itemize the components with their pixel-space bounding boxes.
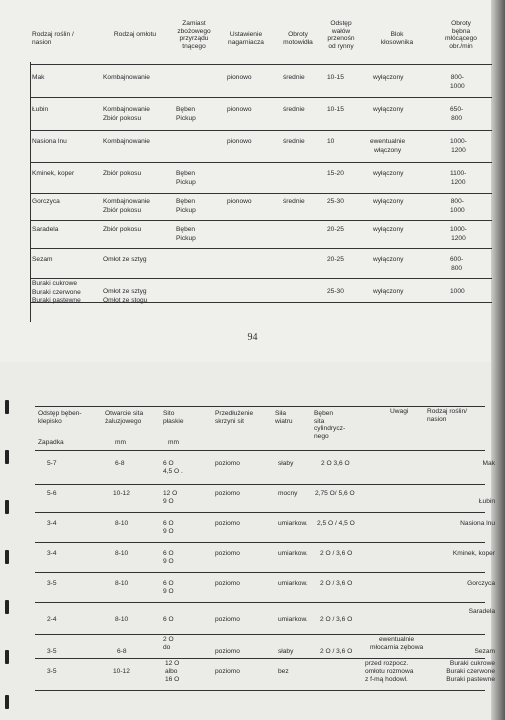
- cell-drum: 2 O / 3,6 O: [320, 580, 353, 587]
- cell-plant: Gorczyca: [32, 198, 60, 205]
- cell-block: wyłączony: [373, 74, 404, 81]
- divider: [35, 658, 485, 659]
- cell-reel-speed: średnie: [283, 74, 305, 81]
- cell-flat-sieve: 12 O albo 16 O: [165, 660, 180, 684]
- cell-louver: 6-8: [115, 460, 125, 467]
- cell-drum-speed: 600- 800: [450, 256, 464, 272]
- cell-drum-speed: 800- 1000: [450, 198, 465, 214]
- cell-gap: 5-7: [47, 460, 57, 467]
- cell-plant: Sezam: [32, 256, 53, 263]
- cell-gap: 3-5: [47, 648, 57, 655]
- cell-extension: poziomo: [215, 580, 240, 587]
- cell-plant: Łubin: [478, 498, 495, 505]
- cell-plant: Mak: [482, 460, 495, 467]
- binder-hole: [5, 450, 9, 464]
- header-cell: Odstęp wałów przenośn od rynny: [327, 20, 355, 50]
- cell-plant: Mak: [32, 74, 45, 81]
- divider: [30, 64, 492, 65]
- cell-drum: 2 O / 3,6 O: [320, 550, 353, 557]
- header-cell: Rodzaj omłotu: [113, 31, 157, 38]
- cell-flat-sieve: 6 O: [163, 616, 174, 623]
- cell-wind: bez: [278, 668, 289, 675]
- cell-flat-sieve: 6 O 9 O: [163, 580, 174, 596]
- cell-threshing: Omłot ze sztyg Omłot ze stogu: [103, 288, 148, 304]
- header-cell: Obroty motowidła: [283, 31, 313, 46]
- cell-louver: 8-10: [115, 580, 129, 587]
- cell-plant: Łubin: [32, 106, 49, 113]
- cell-cutter: Bęben Pickup: [176, 226, 196, 242]
- header-cell: Zamiast zbożowego przyrządu tnącego: [177, 20, 211, 50]
- header-cell: Przedłużenie skrzyni sit: [215, 410, 254, 425]
- cell-gap: 5-6: [47, 490, 57, 497]
- cell-extension: poziomo: [215, 490, 240, 497]
- cell-extension: poziomo: [215, 550, 240, 557]
- cell-block: ewentualnie włączony: [370, 138, 406, 154]
- divider: [30, 248, 492, 249]
- cell-threshing: Zbiór pokosu: [103, 170, 142, 177]
- cell-drum-speed: 1000- 1200: [450, 226, 467, 242]
- cell-block: wyłączony: [373, 288, 404, 295]
- binder-hole: [5, 650, 9, 664]
- cell-flat-sieve: 12 O 9 O: [163, 490, 178, 506]
- header-cell: Blok kłosownika: [380, 31, 414, 46]
- divider: [30, 97, 492, 98]
- binder-hole: [5, 500, 9, 514]
- cell-extension: poziomo: [215, 648, 240, 655]
- cell-threshing: Kombajnowanie Zbiór pokosu: [103, 106, 150, 122]
- cell-drum: 2,75 O/ 5,6 O: [315, 490, 355, 497]
- cell-notes: ewentualnie młocarnia zębowa: [370, 636, 424, 652]
- cell-louver: 8-10: [115, 616, 129, 623]
- cell-drum-speed: 650- 800: [450, 106, 464, 122]
- cell-louver: 8-10: [115, 520, 129, 527]
- header-cell: Odstęp bęben- klepisko: [38, 410, 82, 425]
- cell-louver: 10-12: [113, 668, 130, 675]
- divider: [30, 302, 492, 303]
- cell-extension: poziomo: [215, 520, 240, 527]
- cell-block: wyłączony: [373, 256, 404, 263]
- cell-plant: Sezam: [474, 648, 495, 655]
- cell-flat-sieve: 6 O 9 O: [163, 520, 174, 536]
- cell-wind: umiarkow.: [278, 520, 308, 527]
- cell-wind: mocny: [278, 490, 298, 497]
- header-cell: Ustawienie nagarniacza: [228, 31, 264, 46]
- cell-plant: Kminek, koper: [32, 170, 75, 177]
- divider: [35, 406, 485, 407]
- cell-wind: słaby: [278, 460, 294, 467]
- cell-wind: umiarkow.: [278, 616, 308, 623]
- cell-plant: Buraki cukrowe Buraki czerwone Buraki pastewne: [446, 660, 495, 684]
- divider: [30, 130, 492, 131]
- header-cell: Rodzaj roślin/ nasion: [427, 408, 467, 423]
- cell-reel: pionowo: [227, 74, 252, 81]
- divider: [35, 690, 485, 691]
- cell-drum-speed: 800- 1000: [450, 74, 465, 90]
- binder-hole: [5, 600, 9, 614]
- divider: [35, 572, 485, 573]
- cell-gap: 15-20: [327, 170, 344, 177]
- cell-reel: pionowo: [227, 198, 252, 205]
- cell-plant: Saradela: [468, 608, 495, 615]
- cell-gap: 2-4: [47, 616, 57, 623]
- cell-cutter: Bęben Pickup: [176, 106, 196, 122]
- cell-louver: 10-12: [113, 490, 130, 497]
- cell-reel-speed: średnie: [283, 106, 305, 113]
- cell-drum-speed: 1000: [450, 288, 465, 295]
- binder-hole: [5, 400, 9, 414]
- divider: [30, 62, 31, 322]
- divider: [35, 542, 485, 543]
- cell-extension: poziomo: [215, 616, 240, 623]
- header-cell: Otwarcie sita żaluzjowego: [105, 410, 144, 425]
- cell-extension: poziomo: [215, 668, 240, 675]
- binder-hole: [5, 550, 9, 564]
- cell-flat-sieve: 2 O do: [163, 636, 174, 652]
- divider: [35, 484, 485, 485]
- cell-gap: 10: [327, 138, 335, 145]
- cell-plant: Kminek, koper: [452, 550, 495, 557]
- divider: [30, 193, 492, 194]
- divider: [35, 634, 485, 635]
- cell-gap: 3-5: [47, 668, 57, 675]
- header-cell: Obroty bębna młócącego obr./min: [445, 20, 477, 50]
- cell-flat-sieve: 6 O 9 O: [163, 550, 174, 566]
- cell-notes: przed rozpocz. omłotu rozmowa z f-mą hodowl.: [365, 660, 414, 684]
- cell-plant: Buraki cukrowe Buraki czerwone Buraki pastewne: [32, 280, 81, 305]
- cell-reel: pionowo: [227, 138, 252, 145]
- cell-reel-speed: średnie: [283, 198, 305, 205]
- cell-gap: 10-15: [327, 106, 344, 113]
- cell-cutter: Bęben Pickup: [176, 198, 196, 214]
- cell-reel: pionowo: [227, 106, 252, 113]
- unit-label: mm: [168, 439, 179, 446]
- page-number: 94: [247, 332, 258, 343]
- cell-louver: 8-10: [115, 550, 129, 557]
- binder-hole: [5, 695, 9, 709]
- cell-block: wyłączony: [373, 170, 404, 177]
- divider: [30, 162, 492, 163]
- cell-drum-speed: 1100- 1200: [450, 170, 467, 186]
- cell-gap: 20-25: [327, 256, 344, 263]
- cell-drum: 2 O 3,6 O: [321, 460, 350, 467]
- cell-gap: 10-15: [327, 74, 344, 81]
- cell-drum: 2,5 O / 4,5 O: [317, 520, 355, 527]
- divider: [30, 278, 492, 279]
- cell-cutter: Bęben Pickup: [176, 170, 196, 186]
- unit-label: mm: [115, 439, 126, 446]
- cell-wind: umiarkow.: [278, 550, 308, 557]
- cell-threshing: Kombajnowanie: [103, 74, 150, 81]
- cell-gap: 3-4: [47, 520, 57, 527]
- cell-block: wyłączony: [373, 198, 404, 205]
- header-cell: Uwagi: [390, 408, 409, 415]
- cell-plant: Saradela: [32, 226, 59, 233]
- cell-wind: umiarkow.: [278, 580, 308, 587]
- cell-flat-sieve: 6 O 4,5 O .: [163, 460, 183, 476]
- cell-gap: 20-25: [327, 226, 344, 233]
- cell-plant: Nasiona lnu: [32, 138, 67, 145]
- cell-plant: Nasiona lnu: [460, 520, 495, 527]
- table-header: [30, 20, 492, 62]
- cell-reel-speed: średnie: [283, 138, 305, 145]
- cell-plant: Gorczyca: [467, 580, 495, 587]
- cell-gap: 3-5: [47, 580, 57, 587]
- unit-label: Zapadka: [38, 439, 64, 446]
- header-cell: Siła wiatru: [275, 410, 293, 425]
- divider: [35, 512, 485, 513]
- cell-wind: słaby: [278, 648, 294, 655]
- divider: [35, 602, 485, 603]
- cell-threshing: Kombajnowanie Zbiór pokosu: [103, 198, 150, 214]
- cell-gap: 25-30: [327, 198, 344, 205]
- cell-drum: 2 O / 3,6 O: [320, 648, 353, 655]
- cell-gap: 3-4: [47, 550, 57, 557]
- header-cell: Bęben sita cylindrycz- nego: [314, 410, 346, 440]
- header-cell: Sito płaskie: [163, 410, 184, 425]
- cell-louver: 6-8: [117, 648, 127, 655]
- cell-threshing: Zbiór pokosu: [103, 226, 142, 233]
- cell-threshing: Kombajnowanie: [103, 138, 150, 145]
- divider: [30, 220, 492, 221]
- cell-extension: poziomo: [215, 460, 240, 467]
- cell-gap: 25-30: [327, 288, 344, 295]
- cell-threshing: Omłot ze sztyg: [103, 256, 147, 263]
- cell-block: wyłączony: [373, 106, 404, 113]
- cell-drum-speed: 1000- 1200: [450, 138, 467, 154]
- cell-block: wyłączony: [373, 226, 404, 233]
- divider: [35, 450, 485, 451]
- cell-drum: 2 O / 3,6 O: [320, 616, 353, 623]
- header-cell: Rodzaj roślin / nasion: [32, 31, 74, 46]
